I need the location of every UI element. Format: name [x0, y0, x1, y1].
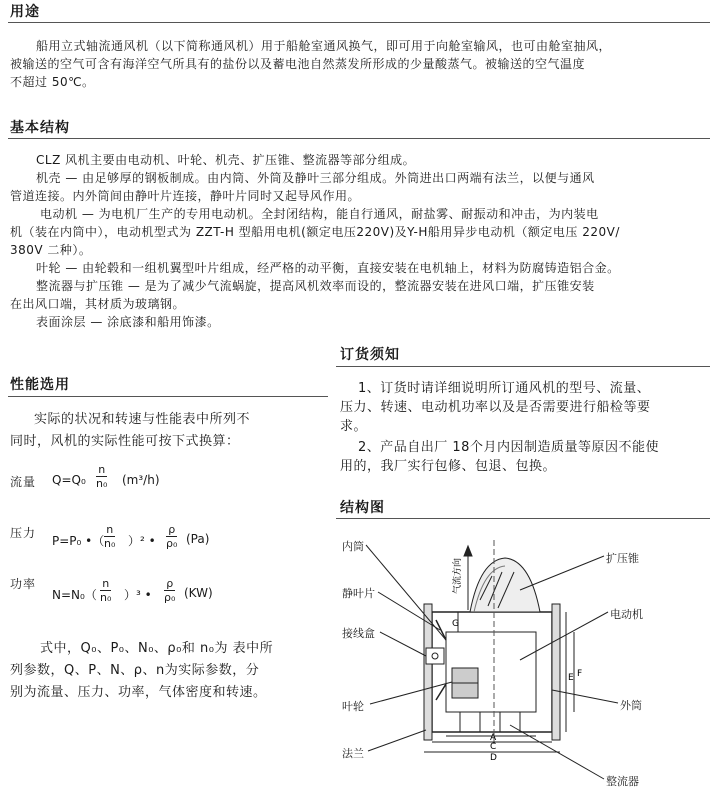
label-junction-box: 接线盒	[342, 627, 375, 640]
section-rule	[8, 138, 710, 139]
formula-unit: (KW)	[184, 586, 213, 600]
dimension-letter: A	[490, 733, 497, 743]
text-line: 压力、转速、电动机功率以及是否需要进行船检等要	[340, 400, 651, 415]
fraction-denominator: n₀	[96, 477, 108, 490]
label-motor: 电动机	[610, 608, 643, 621]
dimension-letter: E	[568, 673, 574, 683]
text-line: 在出风口端，其材质为玻璃钢。	[10, 297, 186, 311]
label-flange: 法兰	[342, 747, 364, 760]
label-diffuser-cone: 扩压锥	[606, 552, 639, 565]
performance-notes	[10, 638, 330, 704]
text-line: 机壳 — 由足够厚的钢板制成。由内筒、外筒及静叶三部分组成。外筒进出口两端有法兰，以便与通风	[36, 171, 595, 185]
section-title-performance: 性能选用	[10, 377, 70, 393]
formula-fraction	[164, 577, 175, 604]
dimension-letter: G	[452, 619, 459, 629]
formula-unit: (m³/h)	[122, 473, 160, 487]
ordering-paragraph	[340, 379, 710, 476]
fraction-denominator: n₀	[104, 537, 116, 550]
fraction-denominator: ρ₀	[164, 591, 176, 604]
text-line: 管道连接。内外筒间由静叶片连接，静叶片同时又起导风作用。	[10, 189, 361, 203]
text-line: 1、订货时请详细说明所订通风机的型号、流量、	[358, 381, 651, 396]
section-rule	[8, 22, 710, 23]
fraction-numerator: ρ	[166, 523, 177, 537]
formula-fraction	[166, 523, 177, 550]
formula-exponent: ）³ •	[124, 588, 152, 602]
section-title-usage: 用途	[10, 4, 40, 20]
formula-fraction	[104, 523, 115, 550]
label-rectifier: 整流器	[606, 775, 639, 788]
text-line: 机（装在内筒中），电动机型式为 ZZT-H 型船用电机(额定电压220V)及Y-H船用异步电动机（额定电压 220V/	[10, 225, 620, 239]
formula-lhs: P=P₀ •（	[52, 534, 105, 548]
section-title-diagram: 结构图	[340, 500, 385, 516]
formula-lhs: N=N₀（	[52, 588, 97, 602]
text-line: 别为流量、压力、功率，气体密度和转速。	[10, 685, 267, 700]
text-line: CLZ 风机主要由电动机、叶轮、机壳、扩压锥、整流器等部分组成。	[36, 153, 416, 167]
performance-intro	[10, 409, 330, 453]
text-line: 整流器与扩压锥 — 是为了减少气流蜗旋，提高风机效率而设的，整流器安装在进风口端，扩压锥安装	[36, 279, 595, 293]
section-title-ordering: 订货须知	[340, 347, 400, 363]
fraction-denominator: ρ₀	[166, 537, 178, 550]
label-stator-vane: 静叶片	[342, 587, 375, 600]
dimension-letter: F	[577, 669, 583, 679]
text-line: 式中，Q₀、P₀、N₀、ρ₀和 n₀为 表中所	[40, 641, 274, 656]
text-line: 求。	[340, 419, 368, 434]
section-rule	[336, 518, 710, 519]
text-line: 2、产品自出厂 18个月内因制造质量等原因不能使	[358, 440, 659, 455]
text-line: 船用立式轴流通风机（以下简称通风机）用于船舱室通风换气，即可用于向舱室输风，也可由舱室抽风，	[36, 39, 612, 53]
text-line: 被输送的空气可含有海洋空气所具有的盐份以及蓄电池自然蒸发所形成的少量酸蒸气。被输送的空气温度	[10, 57, 586, 71]
section-rule	[336, 366, 710, 367]
formula-unit: (Pa)	[186, 532, 210, 546]
structure-paragraph	[10, 151, 710, 331]
label-outer-cylinder: 外筒	[620, 699, 642, 712]
section-title-structure: 基本结构	[10, 120, 70, 136]
text-line: 实际的状况和转速与性能表中所列不	[34, 412, 251, 427]
formula-exponent: ）² •	[128, 534, 156, 548]
dimension-letter: D	[490, 753, 497, 763]
formula-label-flow: 流量	[10, 475, 37, 489]
section-rule	[8, 396, 328, 397]
formula-lhs: Q=Q₀	[52, 473, 86, 487]
formula-fraction	[100, 577, 111, 604]
text-line: 380V 二种）。	[10, 243, 92, 257]
fraction-denominator: n₀	[100, 591, 112, 604]
label-impeller: 叶轮	[342, 700, 364, 713]
formula-label-power: 功率	[10, 577, 37, 591]
text-line: 叶轮 — 由轮毂和一组机翼型叶片组成，经严格的动平衡，直接安装在电机轴上，材料为防腐铸造铝合金。	[36, 261, 620, 275]
text-line: 表面涂层 — 涂底漆和船用饰漆。	[36, 315, 220, 329]
fraction-numerator: n	[104, 523, 115, 537]
airflow-direction-label: 气流方向	[453, 557, 463, 594]
text-line: 不超过 50℃。	[10, 75, 95, 89]
fraction-numerator: n	[96, 463, 107, 477]
text-line: 列参数，Q、P、N、ρ、n为实际参数，分	[10, 663, 260, 678]
text-line: 用的，我厂实行包修、包退、包换。	[340, 459, 557, 474]
fraction-numerator: n	[100, 577, 111, 591]
usage-paragraph	[10, 37, 710, 91]
fraction-numerator: ρ	[164, 577, 175, 591]
text-line: 电动机 — 为电机厂生产的专用电动机。全封闭结构，能自行通风，耐盐雾、耐振动和冲击，为内装电	[40, 207, 599, 221]
text-line: 同时，风机的实际性能可按下式换算：	[10, 434, 240, 449]
label-inner-cylinder: 内筒	[342, 540, 364, 553]
formula-fraction	[96, 463, 107, 490]
dimension-letter: C	[490, 742, 497, 752]
formula-label-pressure: 压力	[10, 526, 37, 540]
